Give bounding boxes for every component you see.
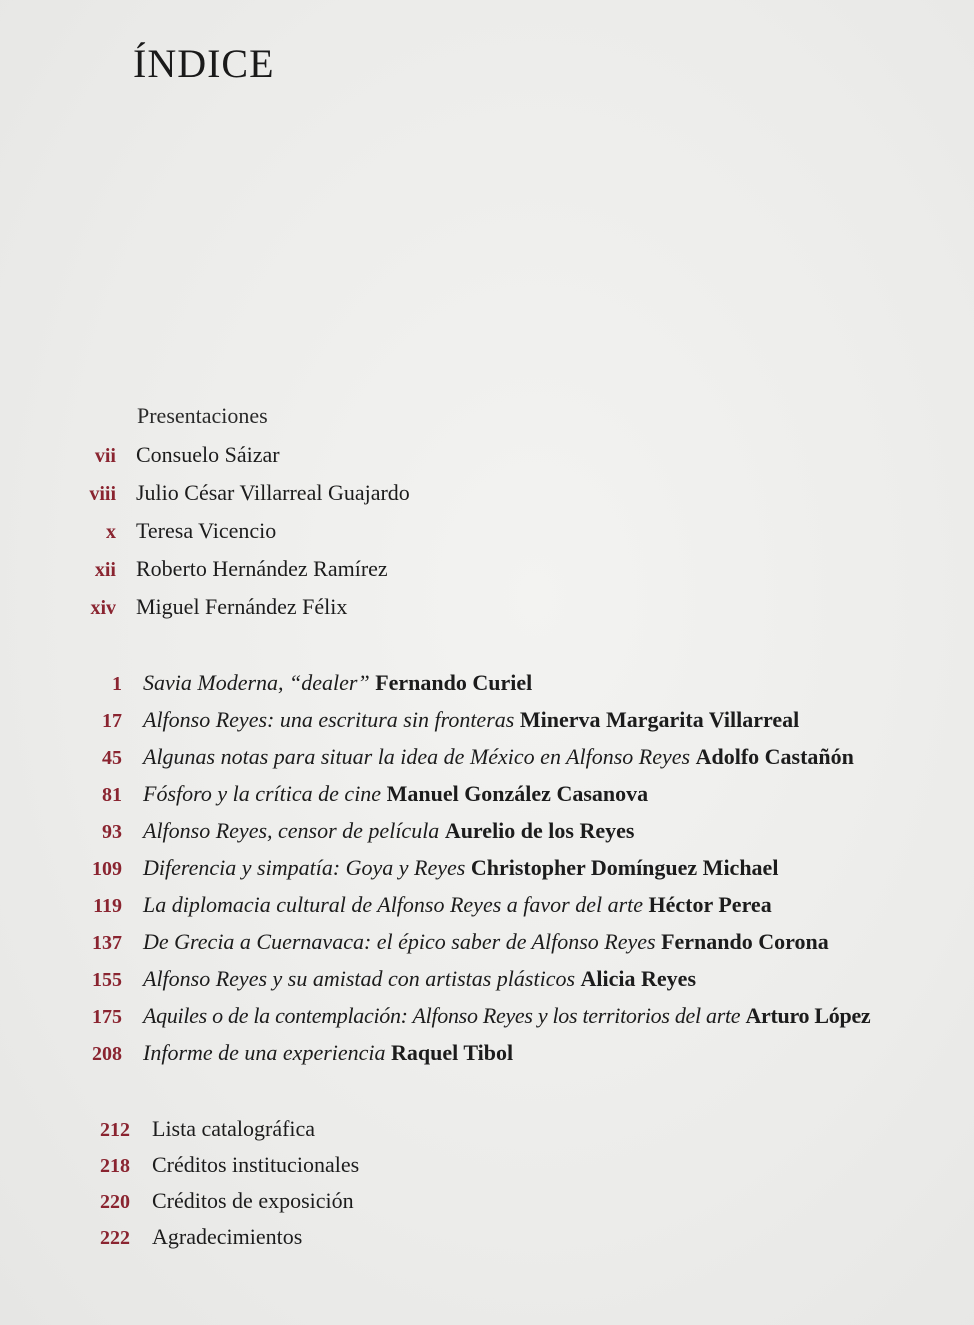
entry-name: Créditos de exposición bbox=[152, 1188, 354, 1213]
essay-author: Alicia Reyes bbox=[580, 966, 696, 991]
essay-author: Raquel Tibol bbox=[391, 1040, 514, 1065]
toc-entry bbox=[0, 1116, 974, 1146]
entry-name: Miguel Fernández Félix bbox=[136, 594, 348, 619]
page-number: viii bbox=[89, 483, 116, 505]
toc-entry bbox=[0, 855, 974, 885]
essay-title: Savia Moderna, “dealer” bbox=[143, 670, 370, 695]
page-number: 137 bbox=[92, 932, 122, 954]
toc-entry bbox=[0, 442, 974, 472]
page-number: 218 bbox=[100, 1155, 130, 1177]
toc-entry bbox=[0, 818, 974, 848]
page-number: 208 bbox=[92, 1043, 122, 1065]
page-number: 81 bbox=[102, 784, 122, 806]
page-number: 17 bbox=[102, 710, 122, 732]
toc-entry bbox=[0, 518, 974, 548]
essay-title: Alfonso Reyes, censor de película bbox=[143, 818, 440, 843]
essay-title: La diplomacia cultural de Alfonso Reyes a favor del arte bbox=[143, 892, 644, 917]
essay-title: Diferencia y simpatía: Goya y Reyes bbox=[143, 855, 466, 880]
essay-title: Algunas notas para situar la idea de México en Alfonso Reyes bbox=[143, 744, 691, 769]
entry-name: Agradecimientos bbox=[152, 1224, 303, 1249]
toc-entry bbox=[0, 594, 974, 624]
essay-author: Adolfo Castañón bbox=[695, 744, 854, 769]
essay-title: Aquiles o de la contemplación: Alfonso Reyes y los territorios del arte bbox=[143, 1003, 741, 1028]
page-number: vii bbox=[94, 445, 116, 467]
section-label-presentaciones: Presentaciones bbox=[137, 403, 268, 428]
essay-author: Arturo López bbox=[745, 1003, 871, 1028]
page-number: 175 bbox=[92, 1006, 122, 1028]
toc-entry bbox=[0, 1188, 974, 1218]
page-number: 45 bbox=[102, 747, 122, 769]
page-number: 109 bbox=[92, 858, 122, 880]
essay-author: Héctor Perea bbox=[648, 892, 772, 917]
toc-entry bbox=[0, 556, 974, 586]
page-number: xii bbox=[94, 559, 116, 581]
essay-title: Alfonso Reyes y su amistad con artistas plásticos bbox=[143, 966, 576, 991]
essay-author: Manuel González Casanova bbox=[386, 781, 649, 806]
entry-name: Teresa Vicencio bbox=[136, 518, 277, 543]
entry-name: Créditos institucionales bbox=[152, 1152, 360, 1177]
page-number: 155 bbox=[92, 969, 122, 991]
toc-entry bbox=[0, 480, 974, 510]
page-number: 212 bbox=[100, 1119, 130, 1141]
page-number: xiv bbox=[90, 597, 116, 619]
page-number: 119 bbox=[93, 895, 122, 917]
essay-title: Informe de una experiencia bbox=[143, 1040, 386, 1065]
essay-author: Christopher Domínguez Michael bbox=[470, 855, 779, 880]
toc-entry bbox=[0, 781, 974, 811]
essay-title: Alfonso Reyes: una escritura sin fronteras bbox=[143, 707, 515, 732]
toc-entry bbox=[0, 966, 974, 996]
toc-entry bbox=[0, 707, 974, 737]
essay-author: Minerva Margarita Villarreal bbox=[519, 707, 800, 732]
toc-entry bbox=[0, 892, 974, 922]
essay-author: Aurelio de los Reyes bbox=[444, 818, 635, 843]
entry-name: Consuelo Sáizar bbox=[136, 442, 280, 467]
toc-entry bbox=[0, 1152, 974, 1182]
toc-entry bbox=[0, 929, 974, 959]
toc-entry bbox=[0, 1040, 974, 1070]
page-number: 93 bbox=[102, 821, 122, 843]
toc-entry bbox=[0, 1003, 974, 1033]
essay-author: Fernando Corona bbox=[661, 929, 829, 954]
page-number: 220 bbox=[100, 1191, 130, 1213]
page-number: 222 bbox=[100, 1227, 130, 1249]
toc-entry bbox=[0, 744, 974, 774]
essay-title: Fósforo y la crítica de cine bbox=[143, 781, 382, 806]
toc-entry bbox=[0, 670, 974, 700]
toc-entry bbox=[0, 1224, 974, 1254]
page-number: x bbox=[106, 521, 116, 543]
entry-name: Lista catalográfica bbox=[152, 1116, 316, 1141]
essay-title: De Grecia a Cuernavaca: el épico saber de Alfonso Reyes bbox=[143, 929, 656, 954]
page-number: 1 bbox=[112, 673, 122, 695]
page-title: ÍNDICE bbox=[133, 41, 275, 86]
entry-name: Julio César Villarreal Guajardo bbox=[136, 480, 410, 505]
entry-name: Roberto Hernández Ramírez bbox=[136, 556, 388, 581]
essay-author: Fernando Curiel bbox=[375, 670, 533, 695]
